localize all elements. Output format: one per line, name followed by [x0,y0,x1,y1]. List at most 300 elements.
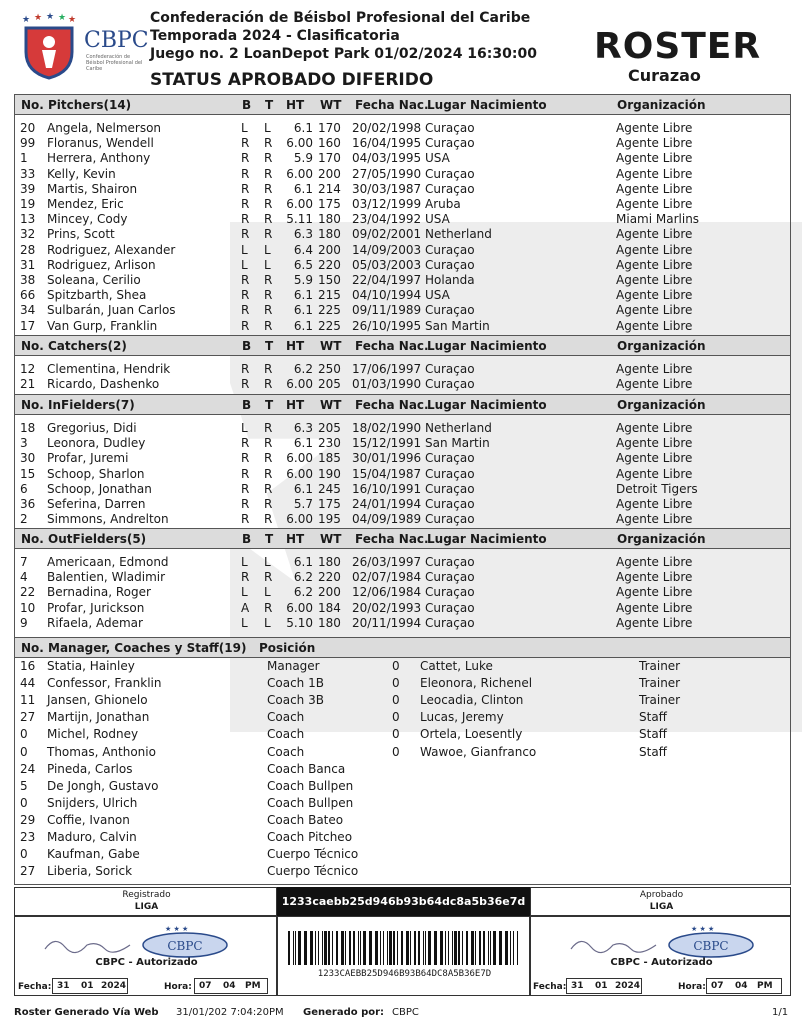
table-row [14,136,791,151]
cell-t: R [264,273,273,287]
roster-title: ROSTER [594,26,762,67]
cell-org: Miami Marlins [616,212,700,227]
cell-b: L [241,555,248,569]
cell-ht: 6.00 [286,466,313,481]
cell-wt: 220 [318,257,341,272]
cell-org: Agente Libre [616,121,693,135]
cell-wt: 205 [318,421,341,435]
cell-t: R [264,570,273,585]
fecha-label-left: Fecha: [18,982,52,992]
cell-org: Agente Libre [616,136,693,151]
cell-t: R [264,197,273,211]
staff-cell: 0 [392,710,400,725]
cell-name: Rodriguez, Alexander [47,242,176,257]
cell-b: R [241,570,250,585]
registrado-box: Registrado LIGA [14,887,277,916]
staff-row [14,847,791,862]
table-row [14,319,791,334]
cell-no: 66 [20,288,36,303]
cell-t: R [264,362,273,376]
cell-ln: USA [425,151,450,166]
cell-no: 22 [20,585,36,600]
cell-no: 19 [20,197,36,211]
season-title: Temporada 2024 - Clasificatoria [150,28,400,44]
staff-row [14,745,791,760]
cell-wt: 200 [318,242,341,257]
table-row [14,585,791,600]
table-row [14,512,791,527]
cell-org: Agente Libre [616,166,693,181]
cell-no: 7 [20,555,28,569]
staff-row [14,659,791,674]
staff-cell: Thomas, Anthonio [47,744,156,759]
cell-ln: San Martin [425,318,490,333]
cell-no: 6 [20,481,28,496]
cell-ht: 6.1 [293,288,313,303]
cell-b: R [241,227,250,242]
cell-ht: 6.00 [286,136,313,151]
table-row [14,482,791,497]
cell-b: L [241,585,248,600]
cell-org: Agente Libre [616,570,693,585]
cell-fn: 01/03/1990 [352,377,422,392]
cell-b: R [241,362,250,376]
svg-text:CBPC: CBPC [167,939,203,953]
staff-cell: 0 [20,744,28,759]
cell-fn: 24/01/1994 [352,497,422,511]
cell-org: Agente Libre [616,377,693,392]
cell-wt: 175 [318,497,341,511]
cell-org: Agente Libre [616,273,693,287]
staff-cell: Maduro, Calvin [47,830,137,844]
staff-cell: Coach [267,744,305,759]
fecha-value-left: 31 01 2024 [52,978,128,994]
generated-by-label: Generado por: [303,1007,385,1018]
cell-wt: 200 [318,166,341,181]
table-row [14,362,791,377]
cell-fn: 23/04/1992 [352,212,422,227]
cell-ht: 6.00 [286,600,313,615]
cell-no: 1 [20,151,28,166]
svg-text:★: ★ [34,13,43,23]
cell-no: 33 [20,166,36,181]
cell-ht: 6.1 [293,436,313,451]
staff-cell: Coach Pitcheo [267,830,353,844]
cell-name: Profar, Jurickson [47,600,145,615]
cell-fn: 20/11/1994 [352,615,422,630]
cell-ht: 5.11 [286,212,313,227]
cell-org: Agente Libre [616,585,693,600]
cell-wt: 180 [318,227,341,242]
generated-by: CBPC [392,1007,419,1018]
cell-org: Agente Libre [616,497,693,511]
cell-b: R [241,303,250,318]
cell-fn: 30/03/1987 [352,181,422,196]
staff-row [14,762,791,777]
table-row [14,243,791,258]
staff-cell: Confessor, Franklin [47,676,162,691]
staff-cell: 0 [392,693,400,708]
cell-wt: 225 [318,318,341,333]
cell-name: Mendez, Eric [47,197,124,211]
staff-row [14,727,791,742]
cell-t: R [264,377,273,392]
cell-ln: Netherland [425,421,492,435]
cell-name: Floranus, Wendell [47,136,154,151]
cell-no: 31 [20,257,36,272]
table-row [14,151,791,166]
staff-cell: Ortela, Loesently [420,727,523,742]
cell-ln: Curaçao [425,615,475,630]
table-row [14,258,791,273]
cell-name: Herrera, Anthony [47,151,151,166]
cell-fn: 12/06/1984 [352,585,422,600]
cell-fn: 09/02/2001 [352,227,422,242]
cell-b: R [241,212,250,227]
cell-ht: 6.1 [293,481,313,496]
barcode-text: 1233CAEBB25D946B93B64DC8A5B36E7D [317,969,492,979]
cell-org: Agente Libre [616,151,693,166]
cell-ln: Curaçao [425,451,475,466]
cell-fn: 04/09/1989 [352,512,422,527]
cell-ln: Curaçao [425,303,475,318]
cbpc-logo-text: CBPC [84,28,149,53]
cell-ln: Curaçao [425,181,475,196]
cell-no: 21 [20,377,36,392]
cell-t: L [264,257,271,272]
table-row [14,555,791,570]
barcode-icon [288,931,521,965]
cell-name: Ricardo, Dashenko [47,377,160,392]
cell-t: R [264,512,273,527]
staff-cell: 0 [20,727,28,742]
cell-ht: 6.1 [293,318,313,333]
cell-org: Detroit Tigers [616,481,698,496]
cell-org: Agente Libre [616,451,693,466]
staff-cell: 0 [392,727,400,742]
staff-cell: 27 [20,864,36,879]
cell-wt: 180 [318,615,341,630]
cell-b: R [241,512,250,527]
cell-name: Mincey, Cody [47,212,128,227]
cell-no: 2 [20,512,28,527]
cell-wt: 185 [318,451,341,466]
cell-org: Agente Libre [616,421,693,435]
cell-b: L [241,615,248,630]
cell-wt: 225 [318,303,341,318]
staff-row [14,813,791,828]
section-header-infielders: No. InFielders(7) B T HT WT Fecha Nac. Lugar Nacimiento Organización [14,394,791,415]
staff-cell: Cuerpo Técnico [267,864,359,879]
staff-cell: Coach Bullpen [267,778,354,793]
table-row [14,121,791,136]
cell-ln: USA [425,212,450,227]
cell-b: L [241,242,248,257]
cell-b: L [241,121,248,135]
staff-cell: Liberia, Sorick [47,864,133,879]
table-row [14,273,791,288]
cell-ht: 6.1 [293,181,313,196]
cell-b: L [241,257,248,272]
aprobado-box: Aprobado LIGA [530,887,791,916]
cell-t: R [264,227,273,242]
cell-ln: Curaçao [425,497,475,511]
cell-fn: 15/04/1987 [352,466,422,481]
cell-wt: 195 [318,512,341,527]
table-row [14,288,791,303]
section-header-pitchers: No. Pitchers(14) B T HT WT Fecha Nac. Lugar Nacimiento Organización [14,94,791,115]
cell-org: Agente Libre [616,466,693,481]
cell-b: R [241,451,250,466]
cell-t: R [264,288,273,303]
cell-name: Seferina, Darren [47,497,146,511]
hora-label-left: Hora: [164,982,192,992]
table-row [14,467,791,482]
cell-ht: 6.1 [293,555,313,569]
cell-org: Agente Libre [616,615,693,630]
auth-left-label: CBPC - Autorizado [95,957,198,968]
table-row [14,601,791,616]
cell-b: A [241,600,250,615]
cell-b: R [241,497,250,511]
hora-label-right: Hora: [678,982,706,992]
cell-ht: 5.9 [293,151,313,166]
cell-ln: Netherland [425,227,492,242]
cell-name: Rodriguez, Arlison [47,257,156,272]
cell-t: R [264,451,273,466]
cell-name: Americaan, Edmond [47,555,169,569]
staff-cell: Staff [639,727,667,742]
cell-name: Bernadina, Roger [47,585,151,600]
cell-ln: Curaçao [425,166,475,181]
cell-ln: Curaçao [425,570,475,585]
staff-cell: 0 [20,795,28,810]
cell-wt: 245 [318,481,341,496]
generated-via-label: Roster Generado Vía Web [14,1007,159,1018]
staff-row [14,779,791,794]
cell-no: 36 [20,497,36,511]
cell-org: Agente Libre [616,242,693,257]
cell-ht: 6.4 [293,242,313,257]
roster-hash: 1233caebb25d946b93b64dc8a5b36e7d [277,887,530,916]
staff-cell: Trainer [639,676,681,691]
cell-no: 38 [20,273,36,287]
signature-stamp-icon [35,923,245,961]
cell-t: R [264,497,273,511]
cell-t: R [264,421,273,435]
staff-cell: Lucas, Jeremy [420,710,504,725]
fecha-value-right: 31 01 2024 [566,978,642,994]
cell-fn: 16/04/1995 [352,136,422,151]
hora-value-left: 07 04 PM [194,978,268,994]
cell-wt: 214 [318,181,341,196]
section-header-catchers: No. Catchers(2) B T HT WT Fecha Nac. Lugar Nacimiento Organización [14,335,791,356]
cell-wt: 180 [318,212,341,227]
cell-no: 13 [20,212,36,227]
cell-fn: 02/07/1984 [352,570,422,585]
cell-ht: 6.3 [293,227,313,242]
staff-cell: 0 [392,659,400,673]
cell-org: Agente Libre [616,555,693,569]
cell-ht: 6.00 [286,512,313,527]
staff-cell: 23 [20,830,36,844]
cell-no: 9 [20,615,28,630]
staff-cell: Wawoe, Gianfranco [420,744,537,759]
staff-cell: Staff [639,744,667,759]
staff-cell: 24 [20,761,36,776]
svg-text:★: ★ [46,12,55,22]
cell-org: Agente Libre [616,288,693,303]
svg-text:★ ★ ★: ★ ★ ★ [691,925,715,933]
cell-name: Schoop, Jonathan [47,481,152,496]
cell-fn: 30/01/1996 [352,451,422,466]
cell-ht: 6.00 [286,197,313,211]
cell-b: R [241,136,250,151]
cell-fn: 27/05/1990 [352,166,422,181]
cell-t: L [264,242,271,257]
cell-wt: 180 [318,555,341,569]
cell-wt: 215 [318,288,341,303]
cell-ln: Curaçao [425,121,475,135]
staff-cell: Coffie, Ivanon [47,812,130,827]
staff-cell: Martijn, Jonathan [47,710,150,725]
cell-wt: 160 [318,136,341,151]
staff-cell: Coach [267,710,305,725]
staff-cell: 29 [20,812,36,827]
cell-fn: 26/03/1997 [352,555,422,569]
cell-org: Agente Libre [616,318,693,333]
staff-cell: Statia, Hainley [47,659,135,673]
cell-wt: 250 [318,362,341,376]
cell-no: 39 [20,181,36,196]
cell-wt: 150 [318,273,341,287]
cell-ln: Curaçao [425,466,475,481]
cell-b: R [241,481,250,496]
cell-org: Agente Libre [616,362,693,376]
cell-name: Spitzbarth, Shea [47,288,147,303]
cell-name: Angela, Nelmerson [47,121,162,135]
staff-cell: Coach Bullpen [267,795,354,810]
cell-ln: Curaçao [425,377,475,392]
game-info: Juego no. 2 LoanDepot Park 01/02/2024 16:30:00 [150,46,537,62]
page-number: 1/1 [772,1007,789,1018]
cell-name: Simmons, Andrelton [47,512,169,527]
generated-at: 31/01/202 7:04:20PM [176,1007,284,1018]
staff-row [14,830,791,845]
staff-cell: Eleonora, Richenel [420,676,533,691]
staff-cell: Coach 1B [267,676,324,691]
cell-b: L [241,421,248,435]
team-name: Curazao [628,66,701,85]
cell-ln: Curaçao [425,362,475,376]
cell-wt: 175 [318,197,341,211]
cell-no: 28 [20,242,36,257]
table-row [14,182,791,197]
cell-name: Prins, Scott [47,227,115,242]
auth-right-label: CBPC - Autorizado [610,957,713,968]
staff-cell: Pineda, Carlos [47,761,133,776]
cell-fn: 03/12/1999 [352,197,422,211]
cell-ht: 6.3 [293,421,313,435]
cell-ht: 6.00 [286,451,313,466]
cell-t: R [264,181,273,196]
cell-fn: 16/10/1991 [352,481,422,496]
svg-text:★: ★ [58,13,67,23]
cell-org: Agente Libre [616,257,693,272]
staff-cell: De Jongh, Gustavo [47,778,159,793]
cell-no: 20 [20,121,36,135]
cell-no: 4 [20,570,28,585]
cell-ln: Curaçao [425,600,475,615]
cell-ln: Curaçao [425,512,475,527]
cell-fn: 20/02/1993 [352,600,422,615]
signature-stamp-icon [561,923,771,961]
table-row [14,570,791,585]
staff-cell: Michel, Rodney [47,727,139,742]
cell-wt: 220 [318,570,341,585]
staff-cell: Cattet, Luke [420,659,493,673]
table-row [14,197,791,212]
cell-ht: 6.2 [293,570,313,585]
cell-no: 99 [20,136,36,151]
status-label: STATUS APROBADO DIFERIDO [150,70,434,90]
cell-t: R [264,436,273,451]
svg-text:★: ★ [68,15,77,25]
cell-wt: 170 [318,151,341,166]
cell-t: L [264,555,271,569]
cell-ht: 6.1 [293,303,313,318]
cell-ln: Aruba [425,197,461,211]
cell-ln: Curaçao [425,136,475,151]
table-row [14,616,791,631]
cell-wt: 230 [318,436,341,451]
cell-name: Profar, Juremi [47,451,129,466]
cell-fn: 26/10/1995 [352,318,422,333]
cell-t: L [264,615,271,630]
cell-ht: 6.2 [293,585,313,600]
cell-ht: 5.9 [293,273,313,287]
cell-name: Leonora, Dudley [47,436,146,451]
confederation-title: Confederación de Béisbol Profesional del Caribe [150,10,531,26]
cell-b: R [241,273,250,287]
staff-cell: 0 [20,847,28,862]
cell-name: Sulbarán, Juan Carlos [47,303,176,318]
cell-b: R [241,288,250,303]
cell-b: R [241,466,250,481]
staff-cell: Coach Bateo [267,812,344,827]
cell-ln: Curaçao [425,242,475,257]
cell-org: Agente Libre [616,303,693,318]
cell-t: R [264,136,273,151]
cbpc-logo-subtext: Confederación de Béisbol Profesional del Caribe [86,54,143,72]
staff-cell: Coach [267,727,305,742]
cell-t: R [264,303,273,318]
staff-cell: Cuerpo Técnico [267,847,359,862]
cell-ln: Curaçao [425,555,475,569]
cell-name: Clementina, Hendrik [47,362,171,376]
section-header-outfielders: No. OutFielders(5) B T HT WT Fecha Nac. Lugar Nacimiento Organización [14,528,791,549]
staff-cell: Kaufman, Gabe [47,847,140,862]
staff-cell: Manager [267,659,320,673]
cell-t: R [264,600,273,615]
cell-no: 32 [20,227,36,242]
staff-cell: 11 [20,693,36,708]
cell-b: R [241,436,250,451]
cell-org: Agente Libre [616,227,693,242]
cell-b: R [241,181,250,196]
cell-t: R [264,151,273,166]
cell-no: 17 [20,318,36,333]
